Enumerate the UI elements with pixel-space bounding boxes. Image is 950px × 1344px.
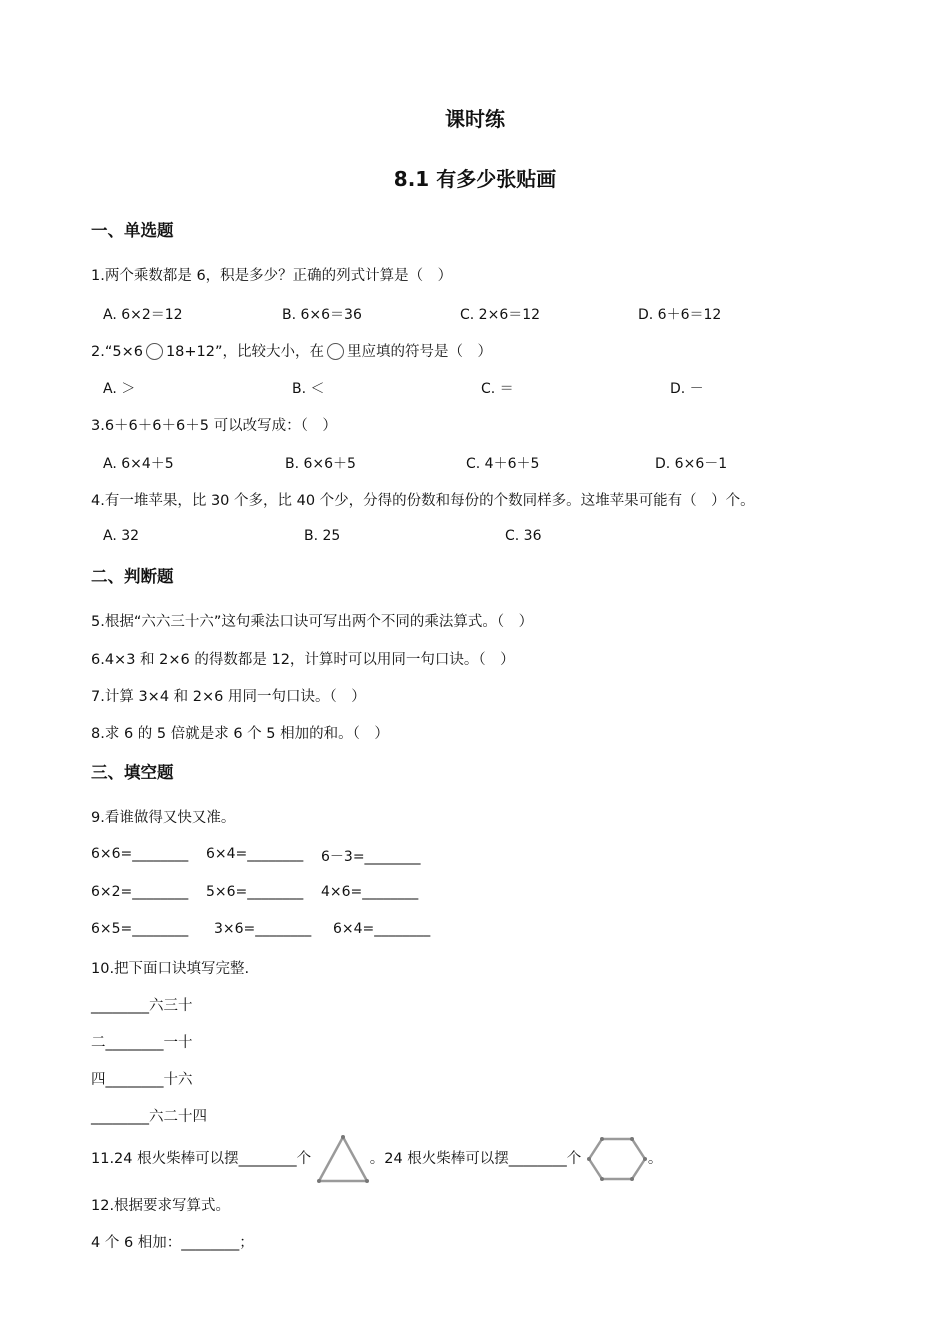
q1-option-d[interactable]: D. 6＋6＝12 xyxy=(638,307,722,323)
q1-option-c[interactable]: C. 2×6＝12 xyxy=(460,307,541,323)
q2-option-b[interactable]: B. ＜ xyxy=(292,381,325,397)
question-11 xyxy=(91,1133,662,1185)
q9-blank[interactable]: 6×6=________ xyxy=(91,846,189,862)
q1-option-a[interactable]: A. 6×2＝12 xyxy=(103,307,183,323)
q4-option-a[interactable]: A. 32 xyxy=(103,528,140,544)
question-5: 5.根据“六六三十六”这句乘法口诀可写出两个不同的乘法算式。（ ） xyxy=(91,614,534,630)
section-single-choice: 一、单选题 xyxy=(91,221,174,240)
q9-blank[interactable]: 6×4=________ xyxy=(206,846,304,862)
question-9: 9.看谁做得又快又准。 xyxy=(91,810,236,826)
q9-blank[interactable]: 3×6=________ xyxy=(214,921,312,937)
question-12: 12.根据要求写算式。 xyxy=(91,1198,231,1214)
page-subtitle: 8.1 有多少张贴画 xyxy=(393,167,557,191)
question-4: 4.有一堆苹果，比 30 个多，比 40 个少，分得的份数和每份的个数同样多。这堆苹果可能有（ ）个。 xyxy=(91,493,755,509)
q2-text-2: 18+12”，比较大小，在 xyxy=(165,344,325,360)
q2-option-c[interactable]: C. ＝ xyxy=(481,381,514,397)
question-1: 1.两个乘数都是 6，积是多少？正确的列式计算是（ ） xyxy=(91,268,453,284)
q10-line-3[interactable]: 四________十六 xyxy=(91,1072,193,1088)
q3-option-b[interactable]: B. 6×6＋5 xyxy=(285,456,356,472)
q9-blank[interactable]: 6×5=________ xyxy=(91,921,189,937)
q2-option-d[interactable]: D. － xyxy=(670,381,704,397)
circle-icon xyxy=(327,343,344,360)
hexagon-icon xyxy=(586,1136,648,1182)
section-true-false: 二、判断题 xyxy=(91,567,174,586)
q9-blank[interactable]: 4×6=________ xyxy=(321,884,419,900)
question-7: 7.计算 3×4 和 2×6 用同一句口诀。（ ） xyxy=(91,689,366,705)
q11-text-3: 。 xyxy=(647,1151,663,1167)
question-8: 8.求 6 的 5 倍就是求 6 个 5 相加的和。（ ） xyxy=(91,726,389,742)
q4-option-c[interactable]: C. 36 xyxy=(505,528,542,544)
question-10: 10.把下面口诀填写完整. xyxy=(91,961,250,977)
q2-text-3: 里应填的符号是（ ） xyxy=(347,344,493,360)
circle-icon xyxy=(146,343,163,360)
page-title: 课时练 xyxy=(445,107,505,131)
question-6: 6.4×3 和 2×6 的得数都是 12，计算时可以用同一句口诀。（ ） xyxy=(91,652,515,668)
q12-line-1[interactable]: 4 个 6 相加：________； xyxy=(91,1235,254,1251)
q10-line-2[interactable]: 二________一十 xyxy=(91,1035,193,1051)
q9-blank[interactable]: 6×2=________ xyxy=(91,884,189,900)
q9-blank[interactable]: 6×4=________ xyxy=(333,921,431,937)
q10-line-4[interactable]: ________六二十四 xyxy=(91,1109,207,1125)
q11-text-2: 。24 根火柴棒可以摆________个 xyxy=(369,1151,582,1167)
q2-option-a[interactable]: A. ＞ xyxy=(103,381,136,397)
q10-line-1[interactable]: ________六三十 xyxy=(91,998,193,1014)
q9-blank[interactable]: 6－3=________ xyxy=(321,849,421,865)
q1-option-b[interactable]: B. 6×6＝36 xyxy=(282,307,362,323)
triangle-icon xyxy=(316,1134,370,1184)
question-2 xyxy=(91,340,492,361)
q3-option-d[interactable]: D. 6×6－1 xyxy=(655,456,728,472)
q9-blank[interactable]: 5×6=________ xyxy=(206,884,304,900)
q3-option-a[interactable]: A. 6×4＋5 xyxy=(103,456,174,472)
question-3: 3.6＋6＋6＋6＋5 可以改写成：（ ） xyxy=(91,418,337,434)
q2-text-1: 2.“5×6 xyxy=(91,344,143,360)
q11-text-1: 11.24 根火柴棒可以摆________个 xyxy=(91,1151,312,1167)
q4-option-b[interactable]: B. 25 xyxy=(304,528,341,544)
section-fill-in: 三、填空题 xyxy=(91,763,174,782)
q3-option-c[interactable]: C. 4＋6＋5 xyxy=(466,456,540,472)
